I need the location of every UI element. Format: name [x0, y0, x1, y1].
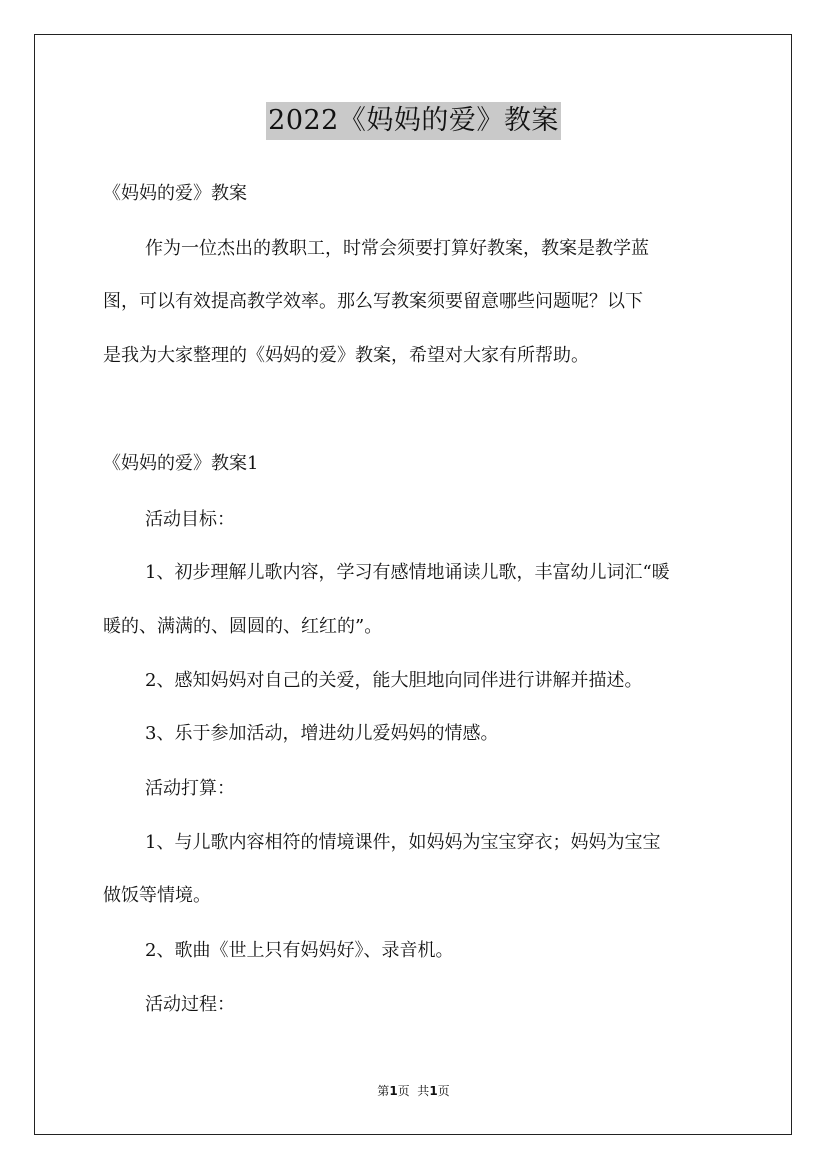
- preparation-1-line-1: 1、与儿歌内容相符的情境课件，如妈妈为宝宝穿衣；妈妈为宝宝: [145, 832, 661, 853]
- footer-page-current: 1: [389, 1084, 398, 1098]
- preparation-heading: 活动打算：: [145, 778, 235, 799]
- goal-3: 3、乐于参加活动，增进幼儿爱妈妈的情感。: [145, 723, 499, 744]
- preparation-2: 2、歌曲《世上只有妈妈好》、录音机。: [145, 940, 454, 961]
- paragraph-line-3: 是我为大家整理的《妈妈的爱》教案，希望对大家有所帮助。: [103, 345, 589, 366]
- paragraph-line-2: 图，可以有效提高教学效率。那么写教案须要留意哪些问题呢？以下: [103, 291, 643, 312]
- heading-intro: 《妈妈的爱》教案: [103, 183, 247, 204]
- preparation-1-line-2: 做饭等情境。: [103, 885, 211, 906]
- footer-mid: 页 共: [397, 1084, 430, 1098]
- footer-suffix: 页: [437, 1084, 450, 1098]
- section-heading-1: 《妈妈的爱》教案1: [103, 453, 259, 474]
- footer-page-total: 1: [429, 1084, 438, 1098]
- goal-1-line-1: 1、初步理解儿歌内容，学习有感情地诵读儿歌，丰富幼儿词汇“暖: [145, 562, 670, 583]
- goals-heading: 活动目标：: [145, 509, 235, 530]
- document-title: 2022《妈妈的爱》教案: [266, 102, 561, 140]
- paragraph-line-1: 作为一位杰出的教职工，时常会须要打算好教案，教案是教学蓝: [145, 238, 649, 259]
- goal-2: 2、感知妈妈对自己的关爱，能大胆地向同伴进行讲解并描述。: [145, 670, 643, 691]
- title-wrap: [0, 102, 827, 140]
- process-heading: 活动过程：: [145, 994, 235, 1015]
- page-footer: [0, 1083, 827, 1099]
- footer-prefix: 第: [377, 1084, 390, 1098]
- goal-1-line-2: 暖的、满满的、圆圆的、红红的”。: [103, 616, 383, 637]
